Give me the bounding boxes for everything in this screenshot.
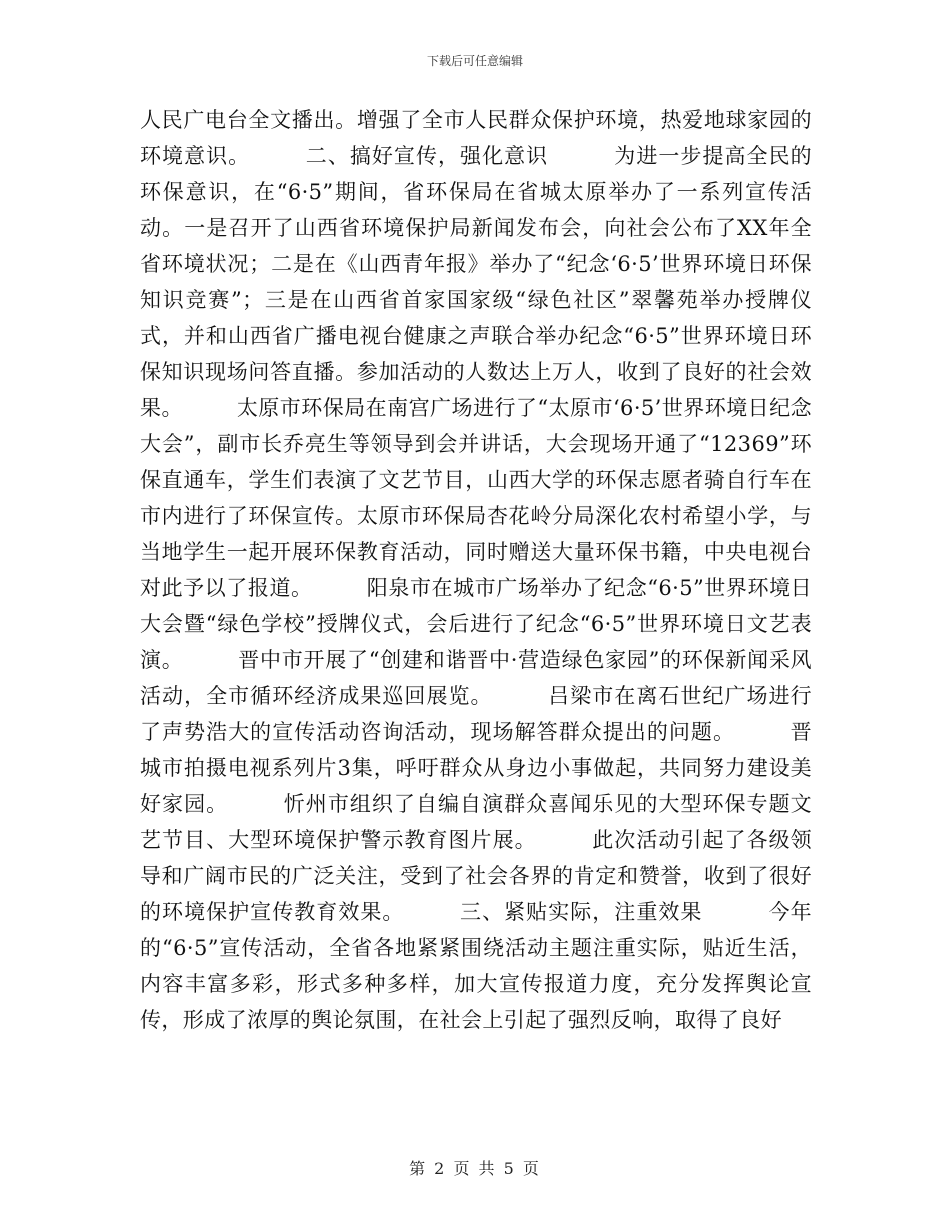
page-number-footer: 第 2 页 共 5 页 — [409, 1159, 541, 1178]
page-header-note: 下载后可任意编辑 — [426, 54, 523, 68]
document-body-text: 人民广电台全文播出。增强了全市人民群众保护环境，热爱地球家园的环境意识。 二、搞好宣传，强化意识 为进一步提高全民的环保意识，在“6·5”期间，省环保局在省城太原举办了一系列宣传活动。一是召开了山西省环境保护局新闻发布会，向社会公布了XX年全省环境状况；二是在《山西青年报》举办了“纪念‘6·5’世界环境日环保知识竞赛”；三是在山西省首家国家级“绿色社区”翠馨苑举办授牌仪式，并和山西省广播电视台健康之声联合举办纪念“6·5”世界环境日环保知识现场问答直播。参加活动的人数达上万人，收到了良好的社会效果。 太原市环保局在南宫广场进行了“太原市‘6·5’世界环境日纪念大会”，副市长乔亮生等领导到会并讲话，大会现场开通了“12369”环保直通车，学生们表演了文艺节目，山西大学的环保志愿者骑自行车在市内进行了环保宣传。太原市环保局杏花岭分局深化农村希望小学，与当地学生一起开展环保教育活动，同时赠送大量环保书籍，中央电视台对此予以了报道。 阳泉市在城市广场举办了纪念“6·5”世界环境日大会暨“绿色学校”授牌仪式，会后进行了纪念“6·5”世界环境日文艺表演。 晋中市开展了“创建和谐晋中·营造绿色家园”的环保新闻采风活动，全市循环经济成果巡回展览。 吕梁市在离石世纪广场进行了声势浩大的宣传活动咨询活动，现场解答群众提出的问题。 晋城市拍摄电视系列片3集，呼吁群众从身边小事做起，共同努力建设美好家园。 忻州市组织了自编自演群众喜闻乐见的大型环保专题文艺节目、大型环境保护警示教育图片展。 此次活动引起了各级领导和广阔市民的广泛关注，受到了社会各界的肯定和赞誉，收到了很好的环境保护宣传教育效果。 三、紧贴实际，注重效果 今年的“6·5”宣传活动，全省各地紧紧围绕活动主题注重实际，贴近生活，内容丰富多彩，形式多种多样，加大宣传报道力度，充分发挥舆论宣传，形成了浓厚的舆论氛围，在社会上引起了强烈反响，取得了良好 — [140, 108, 812, 1032]
